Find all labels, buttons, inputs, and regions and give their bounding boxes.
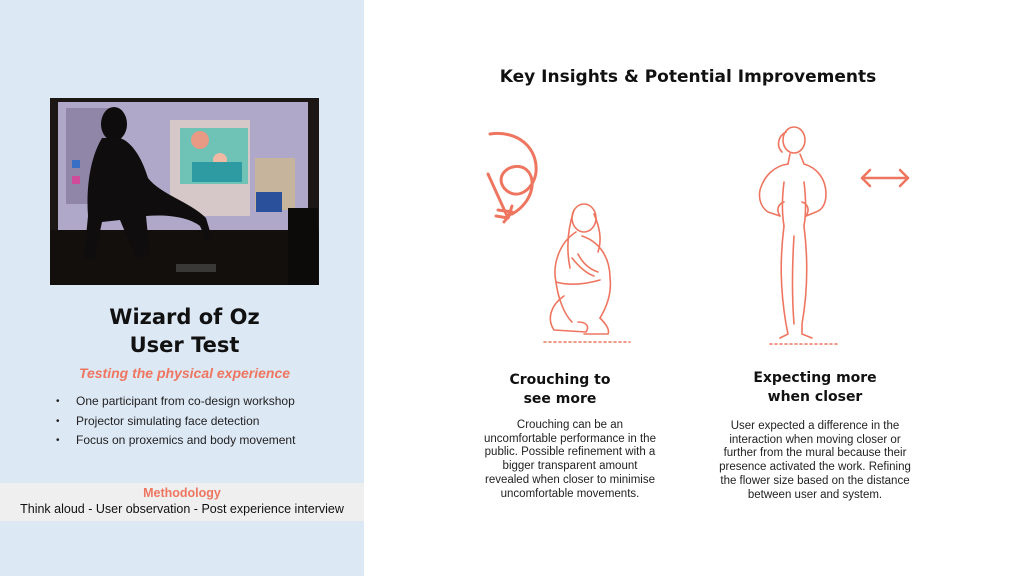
standing-person-icon — [759, 127, 840, 344]
insight-2-heading — [725, 369, 905, 407]
test-title-line2: User Test — [129, 333, 240, 357]
insight-2-text — [705, 420, 925, 502]
insight-1-text-line: Crouching can be an — [516, 419, 624, 431]
crouching-person-icon — [544, 204, 630, 342]
bullet-list — [56, 392, 295, 451]
insight-1-text — [470, 419, 670, 501]
insights-title: Key Insights & Potential Improvements — [499, 67, 877, 87]
left-panel — [0, 0, 364, 576]
test-photo — [50, 98, 319, 285]
insight-1-heading — [480, 371, 640, 409]
insight-2-heading-line1: Expecting more — [753, 370, 877, 386]
insight-1-text-line: public. Possible refinement with a — [484, 446, 656, 459]
curved-arrow-icon — [488, 133, 536, 222]
insight-1-heading-line2: see more — [523, 391, 597, 407]
methodology-heading: Methodology — [143, 486, 221, 500]
double-arrow-icon — [862, 170, 908, 186]
methodology-box — [0, 483, 364, 521]
insight-1-text-line: uncomfortable movements. — [500, 487, 640, 500]
bullet-item: • Projector simulating face detection — [56, 412, 295, 432]
insight-2-text-line: presence activated the work. Refining — [719, 461, 911, 474]
insight-1-text-line: bigger transparent amount — [502, 460, 638, 473]
insight-2-text-line: interaction when moving closer or — [729, 433, 901, 446]
test-subtitle: Testing the physical experience — [78, 365, 291, 381]
insight-1-text-line: uncomfortable performance in the — [484, 432, 656, 445]
insight-2-text-line: the flower size based on the distance — [720, 474, 910, 487]
insight-2-text-line: User expected a difference in the — [730, 420, 900, 432]
insight-2-text-line: further from the mural because their — [723, 447, 907, 460]
bullet-item: • One participant from co-design workshop — [56, 392, 295, 412]
test-title-line1: Wizard of Oz — [109, 305, 260, 329]
insight-2-heading-line2: when closer — [767, 389, 863, 405]
test-title — [50, 303, 319, 359]
insight-1-text-line: revealed when closer to minimise — [484, 473, 656, 486]
insights-illustrations — [460, 118, 940, 350]
methodology-text: Think aloud - User observation - Post experience interview — [20, 502, 344, 516]
insight-2-text-line: between user and system. — [747, 488, 883, 501]
bullet-item: • Focus on proxemics and body movement — [56, 431, 295, 451]
insight-1-heading-line1: Crouching to — [509, 372, 611, 388]
